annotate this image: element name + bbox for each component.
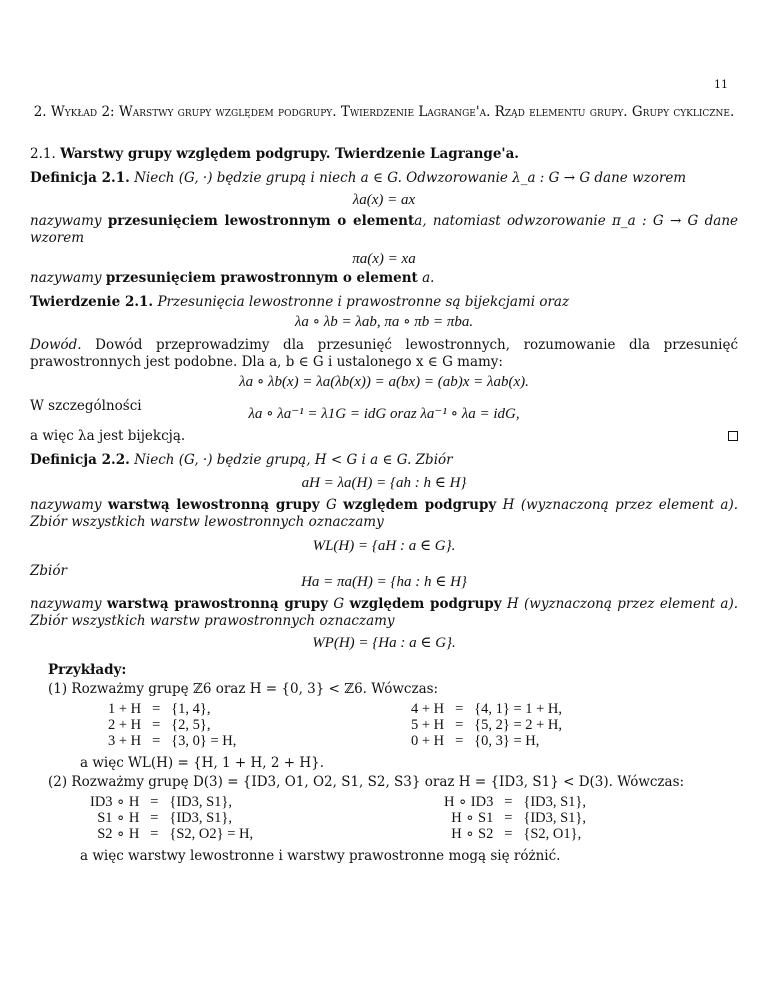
proof-text-2: W szczególności [30, 398, 142, 414]
equation-row: ID3 ∘ H = {ID3, S1}, [90, 794, 233, 810]
proof-label: Dowód. [30, 337, 82, 353]
definition-2-2-text-2: nazywamy warstwą lewostronną grupy G względem podgrupy H (wyznaczoną przez element a). Zbiór wszystkich warstw lewostronnych oznaczamy [30, 497, 739, 530]
equation-row: H ∘ ID3 = {ID3, S1}, [444, 794, 587, 810]
qed-symbol [728, 431, 738, 441]
example-1-left-cosets [104, 701, 240, 749]
example-1-conclusion: a więc WL(H) = {H, 1 + H, 2 + H}. [80, 755, 325, 771]
definition-2-2-text-3: Zbiór [30, 563, 67, 579]
proof-formula-2: λa ∘ λa⁻¹ = λ1G = idG oraz λa⁻¹ ∘ λa = idG, [248, 406, 520, 422]
formula-right-cosets-set: WP(H) = {Ha : a ∈ G}. [312, 635, 456, 651]
formula-left-coset: aH = λa(H) = {ah : h ∈ H} [301, 475, 467, 491]
theorem-formula: λa ∘ λb = λab, πa ∘ πb = πba. [294, 314, 474, 330]
section-title: Warstwy grupy względem podgrupy. Twierdzenie Lagrange'a. [60, 146, 520, 162]
equation-row: H ∘ S1 = {ID3, S1}, [451, 810, 587, 826]
equation-row: S2 ∘ H = {S2, O2} = H, [97, 826, 254, 842]
equation-row: 4 + H = {4, 1} = 1 + H, [411, 701, 563, 717]
equation-row: 5 + H = {5, 2} = 2 + H, [411, 717, 563, 733]
formula-left-cosets-set: WL(H) = {aH : a ∈ G}. [312, 538, 456, 554]
example-1-right-cosets [407, 701, 566, 749]
definition-2-1 [30, 170, 738, 187]
proof-text-3: a więc λa jest bijekcją. [30, 428, 186, 444]
example-2-left-cosets [86, 794, 257, 842]
section-heading [30, 146, 519, 163]
proof [30, 337, 738, 371]
equation-row: H ∘ S2 = {S2, O1}, [451, 826, 582, 842]
proof-text: Dowód przeprowadzimy dla przesunięć lewostronnych, rozumowanie dla przesunięć prawostronnych jest podobne. Dla a, b ∈ G i ustalonego x ∈ G mamy: [30, 337, 739, 370]
chapter-title: 2. Wykład 2: Warstwy grupy względem podgrupy. Twierdzenie Lagrange'a. Rząd elementu grupy. Grupy cykliczne. [33, 104, 735, 120]
term-left-shift: przesunięciem lewostronnym o element [107, 213, 415, 229]
equation-row: 3 + H = {3, 0} = H, [108, 733, 237, 749]
proof-formula-1: λa ∘ λb(x) = λa(λb(x)) = a(bx) = (ab)x = λab(x). [239, 374, 529, 390]
definition-text: Niech (G, ·) będzie grupą i niech a ∈ G. Odwzorowanie λ_a : G → G dane wzorem [134, 170, 687, 186]
formula-right-coset: Ha = πa(H) = {ha : h ∈ H} [301, 574, 467, 590]
formula-left-shift: λa(x) = ax [352, 192, 416, 208]
definition-text-3: nazywamy przesunięciem prawostronnym o element a. [30, 270, 435, 286]
term-right-coset: warstwą prawostronną grupy [106, 596, 328, 612]
formula-right-shift: πa(x) = xa [352, 251, 416, 267]
example-2-intro: (2) Rozważmy grupę D(3) = {ID3, O1, O2, S1, S2, S3} oraz H = {ID3, S1} < D(3). Wówczas: [48, 774, 685, 790]
definition-text-2: nazywamy przesunięciem lewostronnym o elementa, natomiast odwzorowanie π_a : G → G dane wzorem [30, 213, 739, 246]
equation-row: 2 + H = {2, 5}, [108, 717, 211, 733]
page-number: 11 [714, 78, 728, 91]
term-left-coset: warstwą lewostronną grupy [107, 497, 320, 513]
theorem-2-1 [30, 294, 738, 311]
definition-label: Definicja 2.1. [30, 170, 130, 186]
theorem-text: Przesunięcia lewostronne i prawostronne są bijekcjami oraz [157, 294, 570, 310]
section-number: 2.1. [30, 146, 56, 162]
example-1-intro: (1) Rozważmy grupę ℤ6 oraz H = {0, 3} < ℤ6. Wówczas: [48, 681, 439, 697]
theorem-label: Twierdzenie 2.1. [30, 294, 154, 310]
definition-label: Definicja 2.2. [30, 452, 130, 468]
equation-row: 0 + H = {0, 3} = H, [411, 733, 540, 749]
equation-row: S1 ∘ H = {ID3, S1}, [97, 810, 233, 826]
example-2-conclusion: a więc warstwy lewostronne i warstwy prawostronne mogą się różnić. [80, 848, 561, 864]
term-right-shift: przesunięciem prawostronnym o element [105, 270, 418, 286]
definition-2-2-text-4: nazywamy warstwą prawostronną grupy G względem podgrupy H (wyznaczoną przez element a). Zbiór wszystkich warstw prawostronnych oznaczamy [30, 596, 739, 629]
equation-row: 1 + H = {1, 4}, [108, 701, 211, 717]
definition-2-2: Definicja 2.2. Niech (G, ·) będzie grupą, H < G i a ∈ G. Zbiór [30, 452, 453, 468]
example-2-right-cosets [440, 794, 590, 842]
examples-title: Przykłady: [48, 662, 127, 678]
